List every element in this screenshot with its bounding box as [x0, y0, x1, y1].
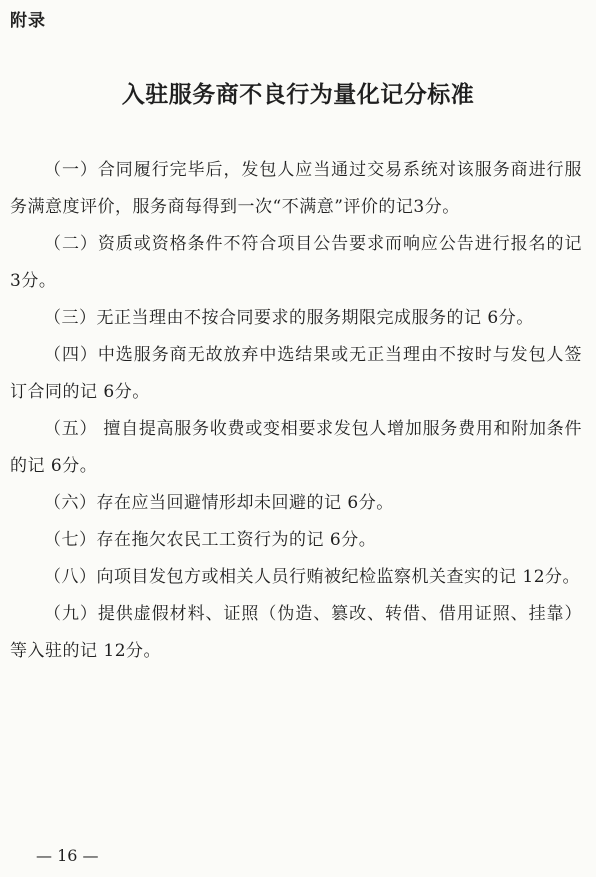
- clause-3: （三）无正当理由不按合同要求的服务期限完成服务的记 6分。: [44, 308, 534, 328]
- clause-9: （九）提供虚假材料、证照（伪造、篡改、转借、借用证照、挂靠）等入驻的记 12分。: [10, 604, 582, 661]
- clause-5: （五） 擅自提高服务收费或变相要求发包人增加服务费用和附加条件的记 6分。: [10, 419, 582, 476]
- clause-6: （六）存在应当回避情形却未回避的记 6分。: [44, 493, 394, 513]
- clause-4: （四）中选服务商无故放弃中选结果或无正当理由不按时与发包人签订合同的记 6分。: [10, 345, 582, 402]
- page-number: — 16 —: [36, 846, 99, 865]
- document-title: 入驻服务商不良行为量化记分标准: [121, 82, 475, 108]
- appendix-label: 附录: [10, 11, 46, 31]
- document-body: [10, 152, 582, 670]
- clause-1: （一）合同履行完毕后，发包人应当通过交易系统对该服务商进行服务满意度评价，服务商每得到一次“不满意”评价的记3分。: [10, 160, 582, 217]
- clause-8: （八）向项目发包方或相关人员行贿被纪检监察机关查实的记 12分。: [44, 567, 581, 587]
- clause-7: （七）存在拖欠农民工工资行为的记 6分。: [44, 530, 377, 550]
- clause-2: （二）资质或资格条件不符合项目公告要求而响应公告进行报名的记 3分。: [10, 234, 582, 291]
